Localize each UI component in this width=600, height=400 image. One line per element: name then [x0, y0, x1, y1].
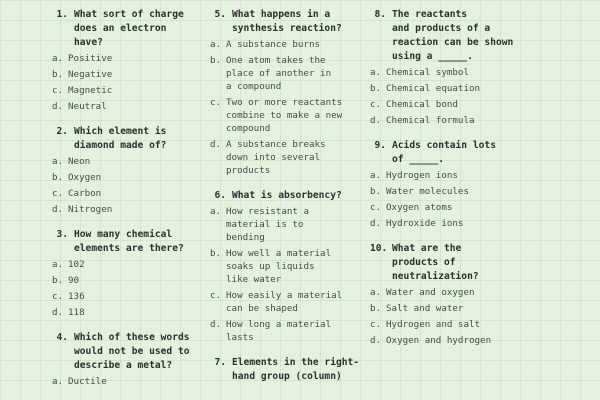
option-letter: c. [370, 99, 382, 110]
answer-option[interactable] [210, 318, 385, 344]
answer-option[interactable] [52, 68, 212, 81]
question-8 [370, 8, 560, 127]
option-letter: d. [210, 139, 222, 150]
answer-option[interactable] [52, 274, 212, 287]
answer-option[interactable] [370, 98, 560, 111]
option-letter: b. [370, 303, 382, 314]
option-text: One atom takes the place of another in a compound [226, 55, 332, 92]
question-number: 3. [56, 229, 68, 240]
option-letter: c. [370, 202, 382, 213]
option-letter: b. [210, 248, 222, 259]
answer-option[interactable] [210, 138, 385, 177]
option-text: How easily a material can be shaped [226, 290, 343, 314]
question-number: 2. [56, 126, 68, 137]
answer-options [370, 66, 560, 127]
question-text: Elements in the right- hand group (column) [232, 357, 360, 382]
answer-option[interactable] [210, 205, 385, 244]
option-letter: a. [370, 170, 382, 181]
answer-option[interactable] [52, 52, 212, 65]
option-letter: c. [52, 85, 64, 96]
quiz-column-3 [370, 8, 560, 359]
question-header [52, 8, 212, 50]
option-text: 118 [68, 307, 85, 318]
option-letter: c. [210, 290, 222, 301]
question-header [52, 125, 212, 153]
question-6 [210, 189, 388, 344]
question-number: 8. [374, 9, 386, 20]
option-letter: d. [210, 319, 222, 330]
option-letter: c. [370, 319, 382, 330]
answer-option[interactable] [52, 155, 212, 168]
question-4 [52, 331, 212, 388]
answer-option[interactable] [370, 334, 560, 347]
option-letter: b. [210, 55, 222, 66]
answer-option[interactable] [370, 201, 560, 214]
option-text: Hydroxide ions [386, 218, 464, 229]
option-letter: a. [52, 156, 64, 167]
answer-option[interactable] [210, 54, 385, 93]
option-text: Negative [68, 69, 113, 80]
option-text: Water and oxygen [386, 287, 475, 298]
option-letter: a. [52, 53, 64, 64]
option-text: Oxygen and hydrogen [386, 335, 492, 346]
option-text: Ductile [68, 376, 107, 387]
option-letter: b. [52, 172, 64, 183]
question-1 [52, 8, 212, 113]
question-number: 6. [214, 190, 226, 201]
question-2 [52, 125, 212, 216]
option-text: Water molecules [386, 186, 469, 197]
question-number: 1. [56, 9, 68, 20]
question-text: What are the products of neutralization? [392, 243, 479, 282]
option-text: Oxygen [68, 172, 102, 183]
option-letter: a. [210, 39, 222, 50]
answer-option[interactable] [370, 302, 560, 315]
option-letter: b. [370, 186, 382, 197]
option-letter: a. [52, 376, 64, 387]
answer-options [52, 375, 212, 388]
option-letter: b. [52, 69, 64, 80]
option-letter: b. [370, 83, 382, 94]
question-3 [52, 228, 212, 319]
answer-option[interactable] [52, 100, 212, 113]
answer-option[interactable] [52, 171, 212, 184]
quiz-column-2 [210, 8, 388, 396]
answer-option[interactable] [52, 375, 212, 388]
answer-option[interactable] [370, 66, 560, 79]
option-letter: a. [370, 287, 382, 298]
option-letter: b. [52, 275, 64, 286]
question-text: Acids contain lots of _____. [392, 140, 496, 165]
question-text: Which element is diamond made of? [74, 126, 167, 151]
question-header [210, 189, 385, 203]
question-header [370, 242, 560, 284]
question-text: What sort of charge does an electron have? [74, 9, 184, 48]
option-text: Chemical symbol [386, 67, 469, 78]
answer-options [210, 38, 385, 177]
question-text: What happens in a synthesis reaction? [232, 9, 342, 34]
option-text: Carbon [68, 188, 102, 199]
question-7 [210, 356, 385, 384]
option-text: Hydrogen ions [386, 170, 458, 181]
quiz-column-1 [52, 8, 212, 400]
option-text: How resistant a material is to bending [226, 206, 309, 243]
question-text: Which of these words would not be used to describe a metal? [74, 332, 190, 371]
answer-option[interactable] [370, 185, 560, 198]
question-header [370, 8, 560, 64]
question-text: What is absorbency? [232, 190, 342, 201]
answer-option[interactable] [210, 289, 385, 315]
option-letter: a. [210, 206, 222, 217]
question-number: 10. [370, 243, 388, 254]
question-text: How many chemical elements are there? [74, 229, 184, 254]
question-5 [210, 8, 385, 177]
question-10 [370, 242, 560, 347]
answer-option[interactable] [52, 84, 212, 97]
answer-option[interactable] [370, 217, 560, 230]
question-text: The reactants and products of a reaction can be shown using a _____. [392, 9, 514, 62]
question-number: 4. [56, 332, 68, 343]
option-text: Two or more reactants combine to make a new compound [226, 97, 343, 134]
option-letter: c. [52, 188, 64, 199]
answer-option[interactable] [52, 258, 212, 271]
option-letter: d. [52, 307, 64, 318]
option-text: Chemical bond [386, 99, 458, 110]
option-text: A substance breaks down into several products [226, 139, 326, 176]
question-header [210, 8, 385, 36]
option-text: Nitrogen [68, 204, 113, 215]
option-text: How long a material lasts [226, 319, 332, 343]
question-header [370, 139, 560, 167]
option-text: 136 [68, 291, 85, 302]
answer-option[interactable] [210, 96, 385, 135]
option-letter: d. [52, 204, 64, 215]
answer-options [210, 205, 388, 344]
question-header [210, 356, 385, 384]
answer-option[interactable] [52, 306, 212, 319]
option-text: 102 [68, 259, 85, 270]
question-9 [370, 139, 560, 230]
answer-option[interactable] [52, 203, 212, 216]
option-letter: d. [370, 115, 382, 126]
answer-option[interactable] [370, 114, 560, 127]
answer-options [52, 258, 212, 319]
answer-option[interactable] [52, 187, 212, 200]
question-header [52, 228, 212, 256]
option-text: Neutral [68, 101, 107, 112]
answer-option[interactable] [370, 82, 560, 95]
question-number: 7. [214, 357, 226, 368]
answer-options [370, 169, 560, 230]
option-text: Oxygen atoms [386, 202, 453, 213]
answer-options [52, 155, 212, 216]
answer-option[interactable] [370, 169, 560, 182]
option-letter: a. [370, 67, 382, 78]
option-text: Positive [68, 53, 113, 64]
option-text: Hydrogen and salt [386, 319, 481, 330]
option-text: Chemical equation [386, 83, 481, 94]
option-text: Chemical formula [386, 115, 475, 126]
answer-options [52, 52, 212, 113]
question-number: 5. [214, 9, 226, 20]
option-letter: d. [370, 335, 382, 346]
option-text: A substance burns [226, 39, 321, 50]
option-text: How well a material soaks up liquids like water [226, 248, 332, 285]
answer-options [370, 286, 560, 347]
answer-option[interactable] [210, 38, 385, 51]
answer-option[interactable] [52, 290, 212, 303]
answer-option[interactable] [370, 286, 560, 299]
option-text: Neon [68, 156, 91, 167]
question-number: 9. [374, 140, 386, 151]
option-text: Magnetic [68, 85, 113, 96]
option-text: 90 [68, 275, 80, 286]
option-letter: a. [52, 259, 64, 270]
option-letter: c. [52, 291, 64, 302]
option-text: Salt and water [386, 303, 464, 314]
option-letter: c. [210, 97, 222, 108]
question-header [52, 331, 212, 373]
answer-option[interactable] [370, 318, 560, 331]
answer-option[interactable] [210, 247, 385, 286]
option-letter: d. [52, 101, 64, 112]
option-letter: d. [370, 218, 382, 229]
